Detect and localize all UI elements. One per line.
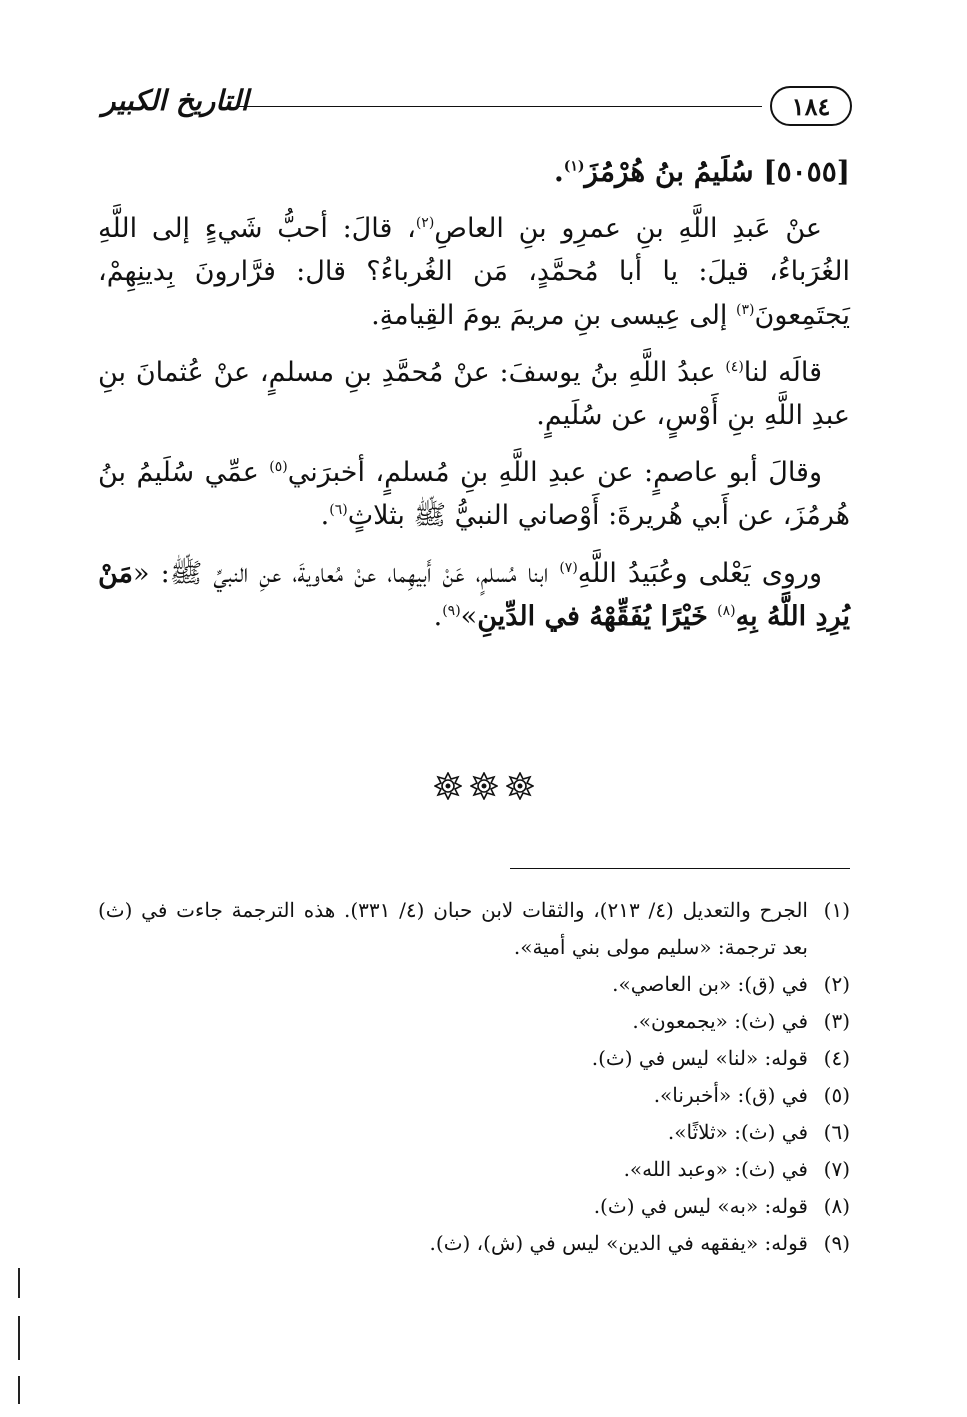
rosette-ornament-icon — [470, 772, 498, 800]
footnote-item — [98, 1040, 850, 1077]
text-segment: عبدُ اللَّهِ بنُ يوسفَ: عنْ مُحمَّدِ بنِ مسلمٍ، عنْ عُثمانَ بنِ عبدِ اللَّهِ بنِ أَوْسٍ، عن سُلَيمٍ. — [98, 356, 850, 432]
footnote-number: (٩) — [823, 1231, 850, 1255]
binding-mark — [18, 1376, 20, 1404]
footnote-ref: (١) — [563, 158, 585, 175]
text-segment: وروى يَعْلى وعُبَيدُ اللَّهِ — [577, 557, 822, 589]
footnote-item — [98, 1225, 850, 1262]
text-segment: ، قالَ: أحبُّ شَيءٍ إلى اللَّهِ الغُرَباءُ، قيلَ: يا أبا مُحمَّدٍ، مَن الغُرباءُ؟ قال: فرَّارونَ بِدينِهِمْ، يَجتَمِعونَ — [98, 213, 850, 331]
binding-mark — [18, 1316, 20, 1360]
footnote-item — [98, 892, 850, 966]
footnote-number: (٤) — [823, 1046, 850, 1070]
footnote-text: في (ق): «أخبرنا». — [653, 1083, 808, 1107]
footnote-number: (٥) — [823, 1083, 850, 1107]
page-header — [96, 82, 852, 136]
footnote-item — [98, 1114, 850, 1151]
binding-mark — [18, 1268, 20, 1298]
paragraph-2 — [98, 351, 850, 437]
text-segment: . — [320, 500, 330, 532]
footnote-text: في (ث): «يجمعون». — [632, 1009, 808, 1033]
text-segment: وقالَ أبو عاصمٍ: عن عبدِ اللَّهِ بنِ مُسلمٍ، أخبرَني — [287, 457, 822, 489]
footnote-ref: (٣) — [736, 301, 755, 318]
text-segment: قالَه لنا — [743, 356, 822, 388]
footnote-text: قوله: «يفقهه في الدين» ليس في (ش)، (ث). — [429, 1231, 808, 1255]
text-segment: عمِّي سُلَيمُ بنُ هُرمُزَ، عن أَبي هُريرةَ: أَوْصاني النبيُّ ﷺ بثلاثٍ — [98, 457, 850, 532]
page-number: ١٨٤ — [770, 86, 852, 126]
footnote-item — [98, 1077, 850, 1114]
footnote-text: الجرح والتعديل (٤/ ٢١٣)، والثقات لابن حبان (٤/ ٣٣١). هذه الترجمة جاءت في (ث) بعد ترجمة: «سليم مولى بني أمية». — [98, 898, 808, 959]
footnote-text: قوله: «به» ليس في (ث). — [593, 1194, 808, 1218]
footnote-ref: (٨) — [717, 602, 736, 619]
footnote-ref: (٧) — [559, 559, 578, 576]
footnote-text: في (ق): «بن العاصي». — [612, 972, 808, 996]
footnote-text: قوله: «لنا» ليس في (ث). — [591, 1046, 808, 1070]
footnote-ref: (٢) — [415, 215, 435, 232]
text-segment: عنْ عَبدِ اللَّهِ بنِ عمرِو بنِ العاصِ — [434, 213, 822, 245]
footnote-number: (٢) — [823, 972, 850, 996]
text-segment: » — [460, 600, 478, 632]
footnote-number: (٣) — [823, 1009, 850, 1033]
entry-number: [٥٠٥٥] — [763, 155, 850, 188]
paragraph-4 — [98, 552, 850, 638]
entry-end: . — [553, 155, 564, 188]
footnote-item — [98, 1003, 850, 1040]
main-text — [98, 150, 850, 652]
header-rule — [236, 106, 762, 107]
footnote-ref: (٦) — [329, 502, 348, 519]
entry-name: سُلَيمُ بنُ هُرْمُزَ — [584, 155, 754, 188]
footnote-separator — [510, 868, 850, 869]
footnote-item — [98, 966, 850, 1003]
footnote-number: (٨) — [823, 1194, 850, 1218]
footnote-ref: (٩) — [442, 602, 461, 619]
rosette-ornament-icon — [434, 772, 462, 800]
footnote-number: (١) — [823, 898, 850, 922]
text-segment: إلى عِيسى بنِ مريمَ يومَ القِيامةِ. — [371, 299, 737, 331]
hadith-text: خَيْرًا يُفَقِّهْهُ في الدِّينِ — [477, 600, 718, 632]
footnote-item — [98, 1188, 850, 1225]
footnote-number: (٧) — [823, 1157, 850, 1181]
footnote-text: في (ث): «ثلاثًا». — [667, 1120, 808, 1144]
running-title: التاريخ الكبير — [102, 84, 249, 117]
footnotes — [98, 892, 850, 1262]
footnote-item — [98, 1151, 850, 1188]
footnote-ref: (٤) — [725, 358, 744, 375]
entry-heading — [98, 150, 850, 193]
section-ornament — [0, 772, 967, 800]
paragraph-3 — [98, 451, 850, 537]
hadith-text: مَنْ يُرِدِ اللَّهُ بِهِ — [98, 557, 850, 632]
text-segment: . — [433, 600, 443, 632]
rosette-ornament-icon — [506, 772, 534, 800]
footnote-text: في (ث): «وعبد الله». — [623, 1157, 808, 1181]
text-segment: ابنا مُسلمٍ، عَنْ أَبيهِما، عنْ مُعاويةَ، عنِ النبيِّ ﷺ: « — [133, 557, 560, 589]
paragraph-1 — [98, 207, 850, 337]
footnote-ref: (٥) — [269, 459, 288, 476]
footnote-number: (٦) — [823, 1120, 850, 1144]
